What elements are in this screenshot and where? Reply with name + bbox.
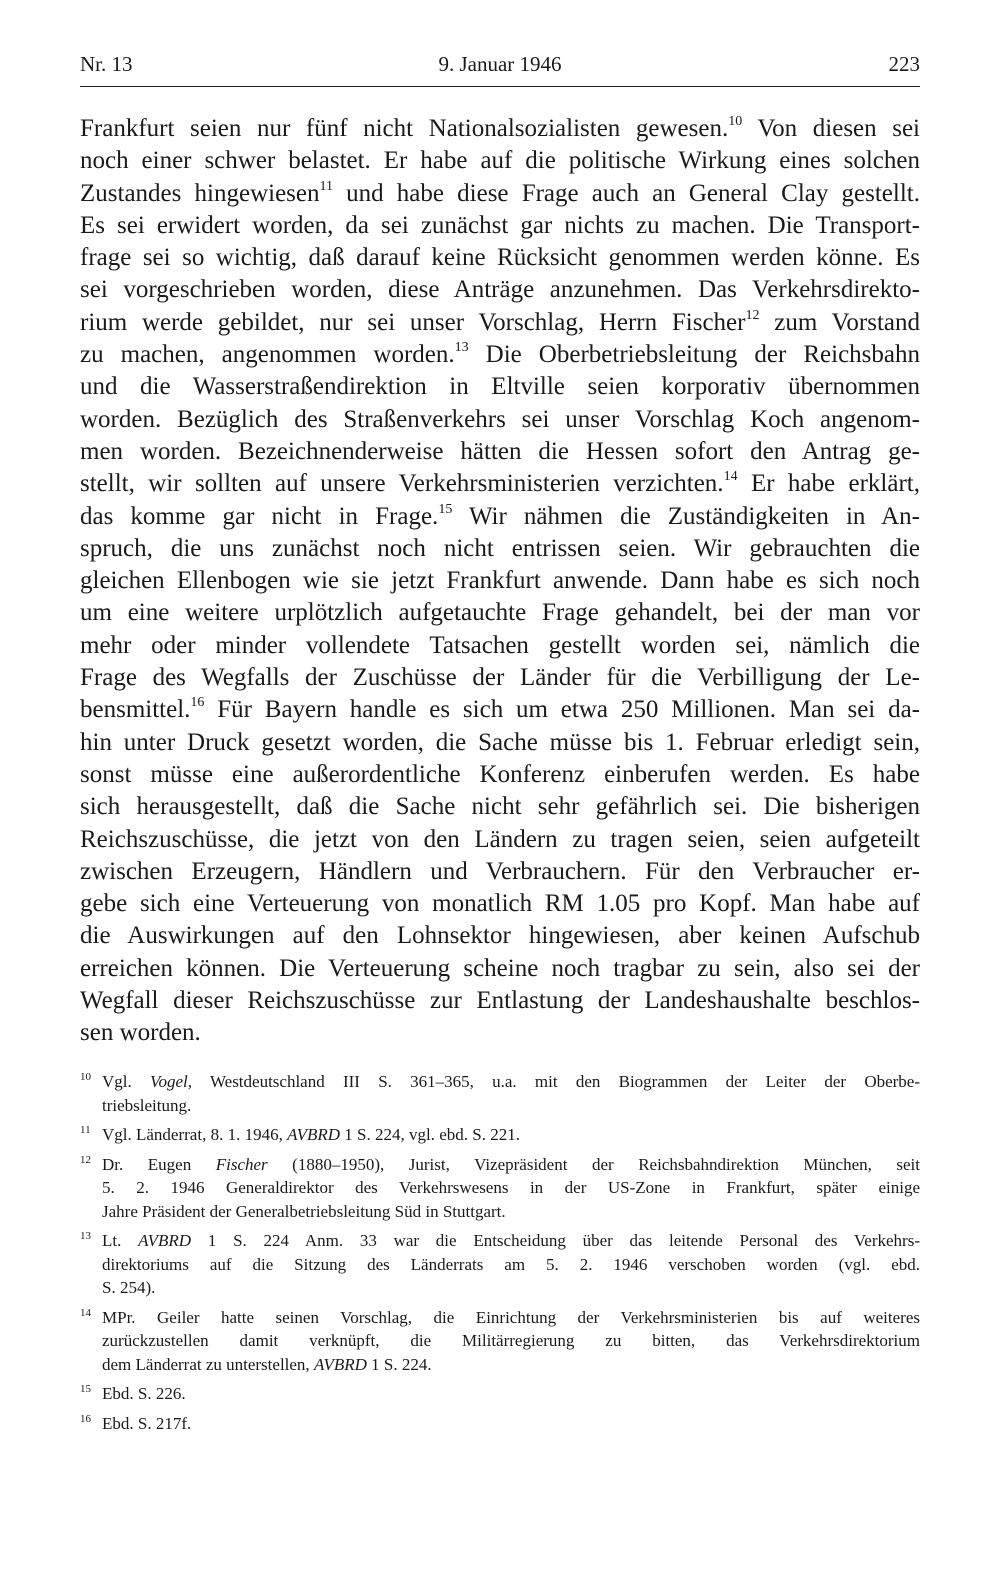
text-line: [80, 856, 920, 888]
text-line: [80, 113, 920, 145]
text-line: [80, 791, 920, 823]
footnote-text: MPr. Geiler hatte seinen Vorschlag, die Einrichtung der Verkehrsministerien bis auf weiteres: [102, 1307, 920, 1327]
text-run: zu machen, angenommen worden.: [80, 341, 455, 369]
text-line: [80, 274, 920, 306]
footnote-text: direktoriums auf die Sitzung des Länderrats am 5. 2. 1946 verschoben worden (vgl. ebd.: [102, 1254, 920, 1274]
running-header: [80, 52, 920, 84]
footnote-12: [80, 1153, 920, 1224]
text-line: [80, 888, 920, 920]
text-line: [80, 824, 920, 856]
footnote-text: Westdeutschland III S. 361–365, u.a. mit den Biogrammen der Leiter der Oberbe-: [192, 1072, 921, 1091]
footnote-line: [102, 1353, 920, 1377]
footnote-line: [102, 1382, 920, 1406]
footnote-text: Vgl.: [102, 1072, 150, 1091]
text-run: erreichen können. Die Verteuerung scheine noch tragbar zu sein, also sei der: [80, 954, 920, 982]
text-run: sonst müsse eine außerordentliche Konferenz einberufen werden. Es habe: [80, 760, 920, 788]
text-line: [80, 145, 920, 177]
footnote-16: [80, 1412, 920, 1436]
footnote-text: 5. 2. 1946 Generaldirektor des Verkehrswesens in der US-Zone in Frankfurt, später einige: [102, 1178, 920, 1197]
text-run: gebe sich eine Verteuerung von monatlich RM 1.05 pro Kopf. Man habe auf: [80, 890, 920, 918]
text-run: das komme gar nicht in Frage.: [80, 502, 439, 530]
footnote-marker: 11: [319, 178, 333, 194]
footnote-line: [102, 1412, 920, 1436]
text-run: Von diesen sei: [742, 115, 920, 142]
footnote-marker: 10: [728, 114, 743, 129]
footnote-text: Lt.: [102, 1231, 139, 1250]
text-run: men worden. Bezeichnenderweise hätten die Hessen sofort den Antrag ge-: [80, 437, 920, 465]
text-line: [80, 1017, 920, 1049]
header-date: 9. Januar 1946: [438, 52, 562, 76]
footnote-10: [80, 1070, 920, 1117]
footnote-number: 16: [80, 1412, 91, 1425]
text-line: [80, 307, 920, 339]
footnote-15: [80, 1382, 920, 1406]
text-line: [80, 662, 920, 694]
header-rule: [80, 86, 920, 87]
text-run: rium werde gebildet, nur sei unser Vorschlag, Herrn Fischer: [80, 308, 746, 336]
text-line: [80, 533, 920, 565]
text-run: und die Wasserstraßendirektion in Eltville seien korporativ übernommen: [80, 373, 920, 401]
body-text: [80, 113, 920, 1050]
footnote-text: Jahre Präsident der Generalbetriebsleitung Süd in Stuttgart.: [102, 1201, 506, 1221]
text-line: [80, 759, 920, 791]
footnote-marker: 16: [190, 695, 205, 711]
footnote-text: Vogel,: [150, 1072, 193, 1091]
text-run: um eine weitere urplötzlich aufgetauchte Frage gehandelt, bei der man vor: [80, 599, 920, 627]
text-line: [80, 210, 920, 242]
footnote-number: 11: [80, 1124, 91, 1136]
text-line: [80, 501, 920, 533]
text-run: frage sei so wichtig, daß darauf keine Rücksicht genommen werden könne. Es: [80, 244, 920, 272]
footnote-marker: 13: [454, 340, 469, 356]
footnote-number: 12: [80, 1153, 91, 1166]
footnote-text: (1880–1950), Jurist, Vizepräsident der Reichsbahndirektion München, seit: [267, 1154, 920, 1174]
text-run: Für Bayern handle es sich um etwa 250 Millionen. Man sei da-: [204, 696, 920, 724]
text-line: [80, 339, 920, 371]
text-run: hin unter Druck gesetzt worden, die Sache müsse bis 1. Februar erledigt sein,: [80, 728, 920, 756]
text-run: mehr oder minder vollendete Tatsachen gestellt worden sei, nämlich die: [80, 631, 920, 659]
text-run: bensmittel.: [80, 696, 191, 724]
text-line: [80, 597, 920, 629]
text-run: Wir nähmen die Zuständigkeiten in An-: [452, 502, 920, 530]
footnote-line: [102, 1253, 920, 1277]
text-line: [80, 178, 920, 210]
footnote-text: AVBRD: [313, 1354, 367, 1374]
footnote-text: AVBRD: [138, 1231, 192, 1250]
text-run: Es sei erwidert worden, da sei zunächst gar nichts zu machen. Die Transport-: [80, 211, 920, 239]
footnote-text: 1 S. 224, vgl. ebd. S. 221.: [340, 1125, 520, 1144]
footnote-11: [80, 1123, 920, 1147]
footnote-text: 1 S. 224 Anm. 33 war die Entscheidung über das leitende Personal des Verkehrs-: [191, 1231, 920, 1250]
footnote-text: Dr. Eugen: [102, 1154, 216, 1174]
footnote-text: triebsleitung.: [102, 1095, 192, 1115]
text-line: [80, 727, 920, 759]
text-run: Frankfurt seien nur fünf nicht Nationalsozialisten gewesen.: [80, 115, 729, 142]
footnote-line: [102, 1276, 920, 1300]
footnote-line: [102, 1229, 920, 1253]
text-line: [80, 565, 920, 597]
footnotes: [80, 1070, 920, 1441]
text-line: [80, 371, 920, 403]
text-run: zwischen Erzeugern, Händlern und Verbrauchern. Für den Verbraucher er-: [80, 857, 920, 885]
text-line: [80, 404, 920, 436]
text-line: [80, 242, 920, 274]
footnote-text: Fischer: [215, 1154, 268, 1174]
text-run: Frage des Wegfalls der Zuschüsse der Länder für die Verbilligung der Le-: [80, 664, 920, 692]
footnote-marker: 14: [723, 469, 738, 485]
text-run: sei vorgeschrieben worden, diese Anträge anzunehmen. Das Verkehrsdirekto-: [80, 276, 920, 304]
text-line: [80, 694, 920, 726]
footnote-line: [102, 1200, 920, 1224]
footnote-line: [102, 1094, 920, 1118]
footnote-text: dem Länderrat zu unterstellen,: [102, 1354, 314, 1374]
footnote-text: zurückzustellen damit verknüpft, die Militärregierung zu bitten, das Verkehrsdirektorium: [102, 1331, 920, 1350]
footnote-number: 13: [80, 1230, 91, 1242]
footnote-marker: 12: [745, 307, 760, 323]
footnote-text: AVBRD: [287, 1125, 341, 1144]
text-line: [80, 920, 920, 952]
text-run: Zustandes hingewiesen: [80, 179, 320, 207]
text-run: stellt, wir sollten auf unsere Verkehrsministerien verzichten.: [80, 470, 724, 498]
footnote-13: [80, 1229, 920, 1300]
text-run: spruch, die uns zunächst noch nicht entrissen seien. Wir gebrauchten die: [80, 534, 920, 562]
text-line: [80, 985, 920, 1017]
footnote-line: [102, 1329, 920, 1353]
text-run: sen worden.: [80, 1019, 201, 1047]
footnote-line: [102, 1153, 920, 1177]
text-run: Die Oberbetriebsleitung der Reichsbahn: [468, 341, 920, 369]
page-number: 223: [888, 52, 920, 76]
text-run: noch einer schwer belastet. Er habe auf die politische Wirkung eines solchen: [80, 147, 920, 175]
text-run: die Auswirkungen auf den Lohnsektor hingewiesen, aber keinen Aufschub: [80, 922, 920, 950]
text-run: Er habe erklärt,: [737, 470, 920, 498]
text-run: Reichszuschüsse, die jetzt von den Ländern zu tragen seien, seien aufgeteilt: [80, 825, 920, 853]
footnote-line: [102, 1306, 920, 1330]
text-line: [80, 953, 920, 985]
footnote-number: 10: [80, 1071, 91, 1083]
footnote-text: S. 254).: [102, 1278, 156, 1297]
issue-number: Nr. 13: [80, 52, 133, 76]
footnote-text: Ebd. S. 226.: [102, 1384, 186, 1403]
text-run: Wegfall dieser Reichszuschüsse zur Entlastung der Landeshaushalte beschlos-: [80, 987, 920, 1015]
footnote-text: Vgl. Länderrat, 8. 1. 1946,: [102, 1125, 288, 1144]
text-run: sich herausgestellt, daß die Sache nicht sehr gefährlich sei. Die bisherigen: [80, 793, 920, 821]
text-line: [80, 468, 920, 500]
footnote-text: Ebd. S. 217f.: [102, 1413, 192, 1433]
footnote-marker: 15: [438, 501, 453, 517]
footnote-line: [102, 1070, 920, 1094]
footnote-line: [102, 1176, 920, 1200]
footnote-number: 14: [80, 1306, 91, 1319]
text-run: und habe diese Frage auch an General Clay gestellt.: [332, 179, 920, 207]
text-line: [80, 630, 920, 662]
text-run: worden. Bezüglich des Straßenverkehrs sei unser Vorschlag Koch angenom-: [80, 405, 920, 433]
footnote-number: 15: [80, 1383, 91, 1395]
text-run: gleichen Ellenbogen wie sie jetzt Frankfurt anwende. Dann habe es sich noch: [80, 567, 920, 595]
footnote-line: [102, 1123, 920, 1147]
footnote-14: [80, 1306, 920, 1377]
text-run: zum Vorstand: [759, 308, 920, 336]
text-line: [80, 436, 920, 468]
footnote-text: 1 S. 224.: [366, 1354, 432, 1374]
